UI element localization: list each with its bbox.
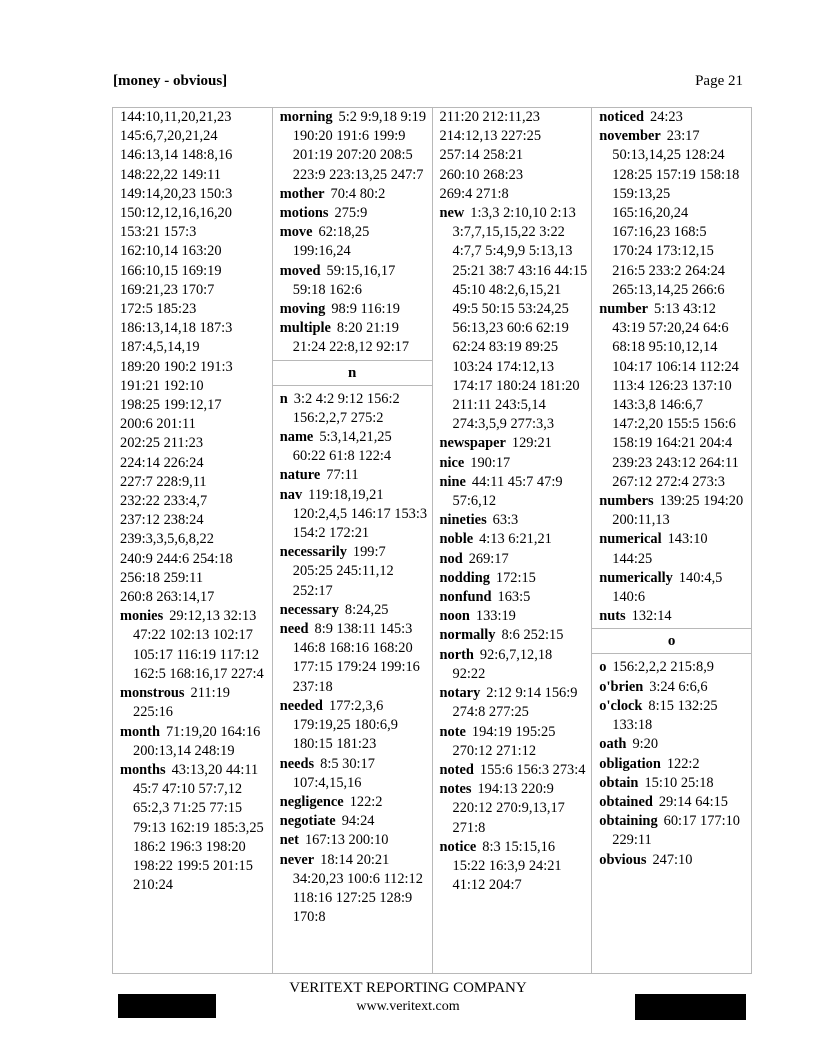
index-entry: [440, 569, 588, 588]
index-entry: [440, 780, 588, 838]
index-term: obtained: [599, 793, 653, 810]
page-line-references: 146:13,14 148:8,16: [120, 147, 233, 164]
page-line-references: 1:3,3 2:10,10 2:13 3:7,7,15,15,22 3:22 4:7,7 5:4,9,9 5:13,13 25:21 38:7 43:16 44:15 45:10 48:2,6,15,21 49:5 50:15 53:24,25 56:13,23 60:6 62:19 62:24 83:19 89:25 103:24 174:12,13 174:17 180:24 181:20 211:11 243:5,14 274:3,5,9 277:3,3: [452, 205, 588, 433]
index-column-4: [592, 108, 751, 973]
index-term: mother: [279, 185, 325, 202]
index-entry: [120, 108, 268, 127]
index-entry: [280, 812, 428, 831]
page-line-references: 260:8 263:14,17: [120, 589, 215, 606]
index-term: newspaper: [439, 435, 506, 452]
page-line-references: 59:15,16,17 59:18 162:6: [292, 262, 396, 298]
index-entry: [440, 166, 588, 185]
page-line-references: 5:2 9:9,18 9:19 190:20 191:6 199:9 201:19 207:20 208:5 223:9 223:13,25 247:7: [292, 109, 427, 183]
index-entry: [120, 607, 268, 684]
index-entry: [120, 262, 268, 281]
redaction-box-right: [635, 994, 746, 1020]
index-entry: [280, 108, 428, 185]
index-term: nodding: [439, 569, 490, 586]
index-term: notary: [439, 685, 481, 702]
page-line-references: 94:24: [341, 813, 375, 830]
page-line-references: 3:24 6:6,6: [649, 678, 708, 695]
index-term: morning: [279, 109, 333, 125]
page-line-references: 200:6 201:11: [120, 416, 196, 433]
page-line-references: 29:12,13 32:13 47:22 102:13 102:17 105:17 116:19 117:12 162:5 168:16,17 227:4: [133, 608, 264, 682]
index-entry: [440, 646, 588, 684]
index-entry: [280, 851, 428, 928]
page-line-references: 23:17 50:13,14,25 128:24 128:25 157:19 158:18 159:13,25 165:16,20,24 167:16,23 168:5 170:24 173:12,15 216:5 233:2 264:24 265:13,14,25 266:6: [612, 128, 740, 298]
index-entry: [280, 300, 428, 319]
page-line-references: 71:19,20 164:16 200:13,14 248:19: [133, 723, 261, 759]
index-entry: [280, 390, 428, 428]
index-entry: [440, 761, 588, 780]
index-term: north: [439, 646, 474, 663]
index-entry: [120, 761, 268, 895]
index-entry: [440, 185, 588, 204]
page-line-references: 8:15 132:25 133:18: [612, 697, 718, 734]
index-term: obligation: [599, 755, 661, 772]
page-line-references: 8:20 21:19 21:24 22:8,12 92:17: [292, 320, 410, 356]
page-line-references: 150:12,12,16,16,20: [120, 205, 232, 222]
index-term: numerical: [599, 531, 662, 548]
page-line-references: 132:14: [631, 608, 672, 625]
index-term: nineties: [439, 512, 487, 529]
index-term: o'clock: [599, 697, 643, 714]
page-line-references: 186:13,14,18 187:3: [120, 320, 233, 337]
index-term: n: [279, 390, 288, 407]
index-column-1: [113, 108, 273, 973]
page-line-references: 194:19 195:25 270:12 271:12: [452, 723, 556, 759]
page-line-references: 70:4 80:2: [330, 185, 386, 202]
page-line-references: 240:9 244:6 254:18: [120, 550, 233, 567]
index-term: noble: [439, 531, 474, 548]
index-entry: [280, 601, 428, 620]
page-line-references: 2:12 9:14 156:9 274:8 277:25: [452, 685, 578, 721]
index-term: monies: [120, 608, 164, 625]
page-line-references: 224:14 226:24: [120, 454, 204, 471]
page-line-references: 275:9: [334, 205, 368, 222]
footer-company-name: VERITEXT REPORTING COMPANY: [289, 980, 527, 996]
index-term: nature: [279, 467, 321, 484]
index-entry: [120, 415, 268, 434]
index-term: o: [599, 659, 607, 676]
index-term: number: [599, 301, 649, 318]
page-line-references: 149:14,20,23 150:3: [120, 185, 233, 202]
index-entry: [599, 658, 747, 677]
index-entry: [280, 697, 428, 755]
index-entry: [280, 755, 428, 793]
page-line-references: 199:7 205:25 245:11,12 252:17: [292, 544, 394, 599]
page-line-references: 44:11 45:7 47:9 57:6,12: [452, 473, 563, 510]
page-line-references: 232:22 233:4,7: [120, 493, 208, 510]
page-line-references: 92:6,7,12,18 92:22: [452, 646, 553, 682]
index-entry: [599, 793, 747, 812]
index-entry: [599, 492, 747, 530]
index-entry: [120, 319, 268, 338]
index-entry: [120, 300, 268, 319]
index-term: nice: [439, 454, 465, 471]
index-entry: [599, 300, 747, 492]
page-line-references: 77:11: [326, 467, 359, 484]
index-term: november: [599, 128, 661, 145]
page-line-references: 133:19: [475, 608, 516, 625]
index-term: monstrous: [120, 685, 185, 702]
page-line-references: 139:25 194:20 200:11,13: [612, 493, 744, 529]
index-entry: [280, 486, 428, 544]
page-line-references: 211:19 225:16: [133, 685, 230, 721]
index-term: obtain: [599, 774, 639, 791]
index-term: note: [439, 723, 466, 740]
redaction-box-left: [118, 994, 216, 1018]
index-entry: [599, 812, 747, 850]
page-line-references: 122:2: [666, 755, 700, 772]
page-line-references: 43:13,20 44:11 45:7 47:10 57:7,12 65:2,3 71:25 77:15 79:13 162:19 185:3,25 186:2 196:3 198:20 198:22 199:5 201:15 210:24: [133, 761, 264, 894]
index-entry: [280, 185, 428, 204]
index-entry: [120, 511, 268, 530]
index-entry: [440, 127, 588, 146]
page-line-references: 9:20: [632, 736, 659, 753]
page-line-references: 172:15: [495, 569, 536, 586]
page-line-references: 63:3: [492, 512, 519, 529]
page-line-references: 177:2,3,6 179:19,25 180:6,9 180:15 181:23: [292, 697, 398, 753]
page-line-references: 148:22,22 149:11: [120, 166, 222, 183]
page-line-references: 162:10,14 163:20: [120, 243, 222, 260]
page-line-references: 187:4,5,14,19: [120, 339, 200, 356]
index-entry: [280, 204, 428, 223]
page-line-references: 260:10 268:23: [439, 166, 524, 183]
index-term: necessary: [279, 601, 339, 618]
page-line-references: 8:5 30:17 107:4,15,16: [292, 755, 375, 791]
index-entry: [120, 550, 268, 569]
page-line-references: 122:2: [349, 793, 383, 810]
index-entry: [120, 530, 268, 549]
page-line-references: 189:20 190:2 191:3: [120, 358, 233, 375]
index-term: obtaining: [599, 813, 658, 830]
index-term: o'brien: [599, 678, 644, 695]
index-term: month: [120, 723, 160, 740]
index-term: name: [279, 429, 314, 446]
index-entry: [280, 620, 428, 697]
index-entry: [440, 550, 588, 569]
index-entry: [120, 473, 268, 492]
index-term: oath: [599, 736, 627, 753]
index-entry: [440, 626, 588, 645]
page-line-references: 269:17: [468, 550, 509, 567]
index-term: needs: [279, 755, 315, 772]
page-line-references: 5:13 43:12 43:19 57:20,24 64:6 68:18 95:10,12,14 104:17 106:14 112:24 113:4 126:23 137:10 143:3,8 146:6,7 147:2,20 155:5 156:6 158:19 164:21 204:4 239:23 243:12 264:11 267:12 272:4 273:3: [612, 301, 739, 490]
page-line-references: 8:6 252:15: [501, 627, 564, 644]
page-line-references: 166:10,15 169:19: [120, 262, 222, 279]
index-entry: [120, 146, 268, 165]
page-line-references: 143:10 144:25: [612, 531, 708, 567]
index-term: never: [279, 851, 315, 868]
index-entry: [440, 454, 588, 473]
page-line-references: 119:18,19,21 120:2,4,5 146:17 153:3 154:2 172:21: [292, 486, 428, 542]
index-term: obvious: [599, 851, 647, 868]
index-term: move: [279, 224, 313, 241]
page-line-references: 62:18,25 199:16,24: [292, 224, 370, 260]
index-entry: [280, 428, 428, 466]
page-line-references: 60:17 177:10 229:11: [612, 813, 740, 849]
index-entry: [280, 793, 428, 812]
index-term: notice: [439, 838, 477, 855]
index-entry: [440, 108, 588, 127]
page-line-references: 24:23: [650, 109, 683, 125]
index-entry: [440, 146, 588, 165]
page-line-references: 129:21: [511, 435, 552, 452]
index-entry: [599, 569, 747, 607]
page-line-references: 15:10 25:18: [644, 774, 714, 791]
index-term: noon: [439, 608, 470, 625]
page-line-references: 144:10,11,20,21,23: [120, 109, 232, 125]
index-column-3: [433, 108, 593, 973]
index-term: need: [279, 621, 309, 638]
index-entry: [599, 774, 747, 793]
index-term: numerically: [599, 569, 673, 586]
page-line-references: 247:10: [652, 851, 693, 868]
index-entry: [599, 755, 747, 774]
page-line-references: 18:14 20:21 34:20,23 100:6 112:12 118:16 127:25 128:9 170:8: [292, 851, 423, 926]
index-term: needed: [279, 697, 323, 714]
page-line-references: 8:9 138:11 145:3 146:8 168:16 168:20 177:15 179:24 199:16 237:18: [292, 621, 420, 695]
index-entry: [120, 358, 268, 377]
index-entry: [440, 588, 588, 607]
index-entry: [440, 530, 588, 549]
page-line-references: 163:5: [497, 589, 531, 606]
index-entry: [440, 684, 588, 722]
page-line-references: 191:21 192:10: [120, 377, 204, 394]
index-entry: [120, 185, 268, 204]
index-entry: [120, 492, 268, 511]
index-entry: [120, 127, 268, 146]
index-term: moved: [279, 262, 321, 279]
index-entry: [120, 396, 268, 415]
index-entry: [599, 530, 747, 568]
index-entry: [280, 319, 428, 357]
index-term: net: [279, 832, 299, 849]
page-line-references: 140:4,5 140:6: [612, 569, 723, 606]
page-line-references: 3:2 4:2 9:12 156:2 156:2,2,7 275:2: [292, 390, 400, 426]
index-table: [112, 107, 752, 974]
page-number: Page 21: [695, 73, 743, 89]
page-line-references: 153:21 157:3: [120, 224, 197, 241]
page-line-references: 269:4 271:8: [439, 185, 509, 202]
index-entry: [280, 831, 428, 850]
page-line-references: 8:24,25: [344, 601, 389, 618]
page-line-references: 190:17: [470, 454, 511, 471]
index-entry: [599, 735, 747, 754]
index-term: noticed: [599, 109, 645, 125]
page-line-references: 239:3,3,5,6,8,22: [120, 531, 214, 548]
page-line-references: 202:25 211:23: [120, 435, 204, 452]
index-term: negligence: [279, 793, 344, 810]
index-range-header: [money - obvious]: [113, 73, 228, 89]
page-line-references: 167:13 200:10: [304, 832, 389, 849]
page-line-references: 156:2,2,2 215:8,9: [612, 659, 714, 676]
index-entry: [440, 434, 588, 453]
index-entry: [120, 569, 268, 588]
index-entry: [599, 127, 747, 300]
index-entry: [280, 262, 428, 300]
index-term: months: [120, 761, 166, 778]
index-entry: [120, 454, 268, 473]
index-term: new: [439, 205, 465, 222]
index-term: nine: [439, 473, 466, 490]
index-column-2: [273, 108, 433, 973]
page-line-references: 198:25 199:12,17: [120, 397, 222, 414]
page-line-references: 211:20 212:11,23: [439, 109, 540, 125]
page-line-references: 256:18 259:11: [120, 569, 204, 586]
index-entry: [599, 851, 747, 870]
page-line-references: 155:6 156:3 273:4: [479, 761, 586, 778]
index-entry: [440, 838, 588, 896]
index-term: negotiate: [279, 813, 336, 830]
index-term: nuts: [599, 608, 626, 625]
page-line-references: 29:14 64:15: [658, 793, 729, 810]
index-entry: [440, 511, 588, 530]
index-entry: [120, 684, 268, 722]
index-term: normally: [439, 627, 496, 644]
page-line-references: 98:9 116:19: [331, 301, 400, 318]
index-term: motions: [279, 205, 329, 222]
index-entry: [120, 588, 268, 607]
page-line-references: 145:6,7,20,21,24: [120, 128, 218, 145]
index-entry: [120, 223, 268, 242]
index-entry: [120, 338, 268, 357]
index-entry: [440, 723, 588, 761]
index-entry: [120, 204, 268, 223]
index-term: necessarily: [279, 544, 347, 561]
page-line-references: 4:13 6:21,21: [479, 531, 552, 548]
page-line-references: 227:7 228:9,11: [120, 473, 207, 490]
page-line-references: 214:12,13 227:25: [439, 128, 542, 145]
index-term: notes: [439, 781, 472, 798]
index-entry: [120, 166, 268, 185]
page-line-references: 194:13 220:9 220:12 270:9,13,17 271:8: [452, 781, 565, 836]
index-entry: [120, 281, 268, 300]
index-term: nonfund: [439, 589, 492, 606]
index-term: nav: [279, 486, 303, 503]
letter-section-header: o: [592, 628, 751, 654]
index-entry: [280, 466, 428, 485]
index-term: nod: [439, 550, 463, 567]
index-term: moving: [279, 301, 326, 318]
page-line-references: 8:3 15:15,16 15:22 16:3,9 24:21 41:12 204:7: [452, 838, 562, 894]
index-term: multiple: [279, 320, 331, 337]
page-line-references: 257:14 258:21: [439, 147, 524, 164]
index-entry: [599, 678, 747, 697]
index-entry: [599, 108, 747, 127]
index-entry: [440, 607, 588, 626]
index-entry: [120, 723, 268, 761]
letter-section-header: n: [273, 360, 432, 386]
index-entry: [120, 242, 268, 261]
index-term: numbers: [599, 493, 654, 510]
footer-website: www.veritext.com: [356, 999, 460, 1014]
index-entry: [599, 607, 747, 626]
index-entry: [440, 473, 588, 511]
page-line-references: 237:12 238:24: [120, 512, 204, 529]
index-entry: [120, 434, 268, 453]
index-entry: [440, 204, 588, 434]
index-entry: [599, 697, 747, 735]
index-term: noted: [439, 761, 474, 778]
page-line-references: 172:5 185:23: [120, 301, 197, 318]
index-entry: [280, 543, 428, 601]
index-entry: [120, 377, 268, 396]
index-entry: [280, 223, 428, 261]
page-line-references: 5:3,14,21,25 60:22 61:8 122:4: [292, 429, 392, 465]
page-line-references: 169:21,23 170:7: [120, 281, 215, 298]
